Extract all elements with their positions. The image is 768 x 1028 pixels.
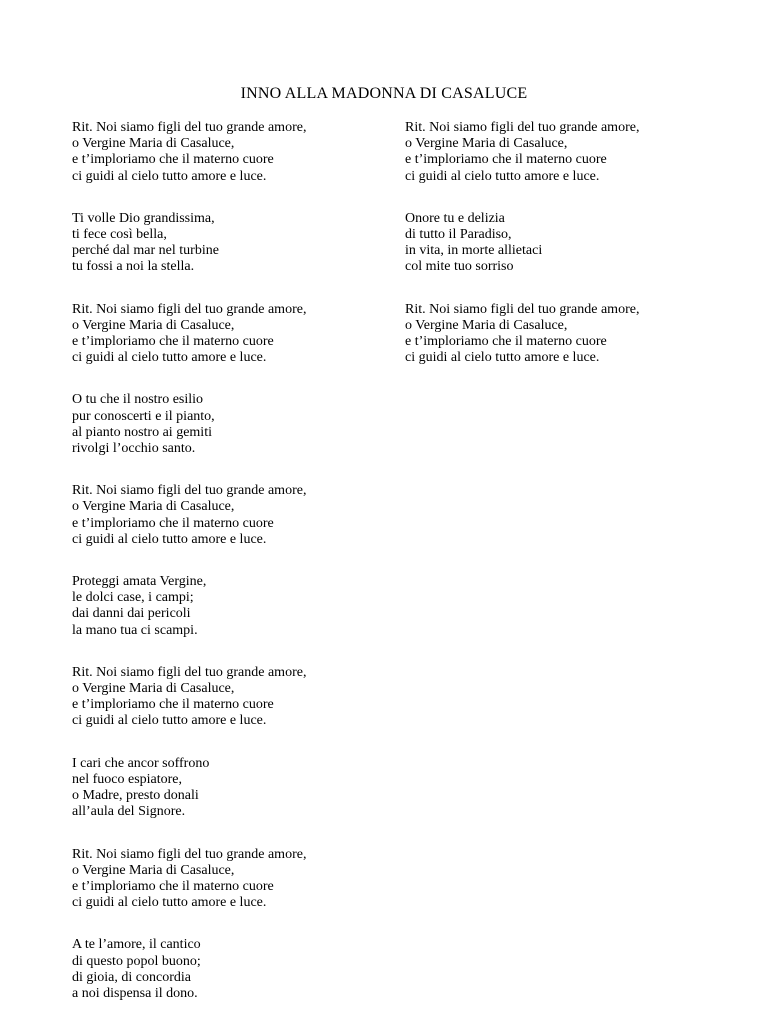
lyric-line: Rit. Noi siamo figli del tuo grande amore, xyxy=(72,483,307,499)
lyric-line: ci guidi al cielo tutto amore e luce. xyxy=(72,350,267,366)
lyric-line: a noi dispensa il dono. xyxy=(72,985,198,1001)
lyric-line: nel fuoco espiatore, xyxy=(72,771,183,787)
lyric-line: e t’imploriamo che il materno cuore xyxy=(72,697,274,713)
lyric-line: ci guidi al cielo tutto amore e luce. xyxy=(72,713,267,729)
lyric-line: la mano tua ci scampi. xyxy=(72,622,198,638)
lyric-line: Rit. Noi siamo figli del tuo grande amore, xyxy=(405,120,640,135)
lyric-line: all’aula del Signore. xyxy=(72,804,186,820)
lyric-line: e t’imploriamo che il materno cuore xyxy=(405,152,607,168)
refrain-stanza xyxy=(72,120,392,185)
refrain-stanza xyxy=(72,483,392,548)
lyric-line: o Vergine Maria di Casaluce, xyxy=(405,317,568,333)
refrain-stanza xyxy=(405,302,725,367)
lyric-line: e t’imploriamo che il materno cuore xyxy=(72,152,274,168)
verse-stanza xyxy=(72,392,392,457)
lyric-line: o Vergine Maria di Casaluce, xyxy=(405,136,568,152)
lyric-line: Ti volle Dio grandissima, xyxy=(72,210,215,226)
lyric-line: o Vergine Maria di Casaluce, xyxy=(72,317,235,333)
lyric-line: ti fece così bella, xyxy=(72,227,167,243)
lyric-line: Rit. Noi siamo figli del tuo grande amore, xyxy=(72,120,307,135)
lyric-line: di tutto il Paradiso, xyxy=(405,227,512,243)
verse-stanza xyxy=(72,937,392,1002)
lyric-line: o Vergine Maria di Casaluce, xyxy=(72,499,235,515)
lyric-line: le dolci case, i campi; xyxy=(72,590,194,606)
lyric-line: e t’imploriamo che il materno cuore xyxy=(72,878,274,894)
lyric-line: o Madre, presto donali xyxy=(72,788,199,804)
lyric-line: O tu che il nostro esilio xyxy=(72,392,204,408)
lyric-line: o Vergine Maria di Casaluce, xyxy=(72,136,235,152)
lyric-line: rivolgi l’occhio santo. xyxy=(72,441,196,457)
lyric-line: Onore tu e delizia xyxy=(405,210,505,226)
lyric-line: di questo popol buono; xyxy=(72,953,201,969)
lyric-line: ci guidi al cielo tutto amore e luce. xyxy=(72,895,267,911)
verse-stanza xyxy=(72,574,392,639)
lyric-line: Proteggi amata Vergine, xyxy=(72,574,207,590)
lyric-line: o Vergine Maria di Casaluce, xyxy=(72,681,235,697)
lyric-line: e t’imploriamo che il materno cuore xyxy=(72,334,274,350)
lyric-line: ci guidi al cielo tutto amore e luce. xyxy=(72,168,267,184)
refrain-stanza xyxy=(72,665,392,730)
refrain-stanza xyxy=(72,847,392,912)
lyric-line: tu fossi a noi la stella. xyxy=(72,259,195,275)
lyric-line: dai danni dai pericoli xyxy=(72,606,191,622)
verse-stanza xyxy=(72,211,392,276)
lyric-line: Rit. Noi siamo figli del tuo grande amore, xyxy=(405,301,640,317)
verse-stanza xyxy=(405,211,725,276)
lyric-line: ci guidi al cielo tutto amore e luce. xyxy=(405,168,600,184)
lyric-line: al pianto nostro ai gemiti xyxy=(72,424,212,440)
refrain-stanza xyxy=(72,302,392,367)
lyric-line: A te l’amore, il cantico xyxy=(72,937,201,953)
lyric-line: ci guidi al cielo tutto amore e luce. xyxy=(405,350,600,366)
refrain-stanza xyxy=(405,120,725,185)
right-column xyxy=(405,120,725,392)
lyric-line: I cari che ancor soffrono xyxy=(72,755,210,771)
lyric-line: perché dal mar nel turbine xyxy=(72,243,219,259)
lyric-line: Rit. Noi siamo figli del tuo grande amore, xyxy=(72,846,307,862)
lyric-line: di gioia, di concordia xyxy=(72,969,191,985)
lyric-line: e t’imploriamo che il materno cuore xyxy=(405,334,607,350)
lyric-line: col mite tuo sorriso xyxy=(405,259,514,275)
lyric-line: e t’imploriamo che il materno cuore xyxy=(72,515,274,531)
lyric-line: o Vergine Maria di Casaluce, xyxy=(72,862,235,878)
left-column xyxy=(72,120,392,1028)
lyric-line: Rit. Noi siamo figli del tuo grande amore, xyxy=(72,301,307,317)
page-title: INNO ALLA MADONNA DI CASALUCE xyxy=(240,85,528,102)
lyric-line: in vita, in morte allietaci xyxy=(405,243,543,259)
lyric-line: ci guidi al cielo tutto amore e luce. xyxy=(72,531,267,547)
lyric-line: pur conoscerti e il pianto, xyxy=(72,408,215,424)
lyric-line: Rit. Noi siamo figli del tuo grande amore, xyxy=(72,664,307,680)
verse-stanza xyxy=(72,756,392,821)
